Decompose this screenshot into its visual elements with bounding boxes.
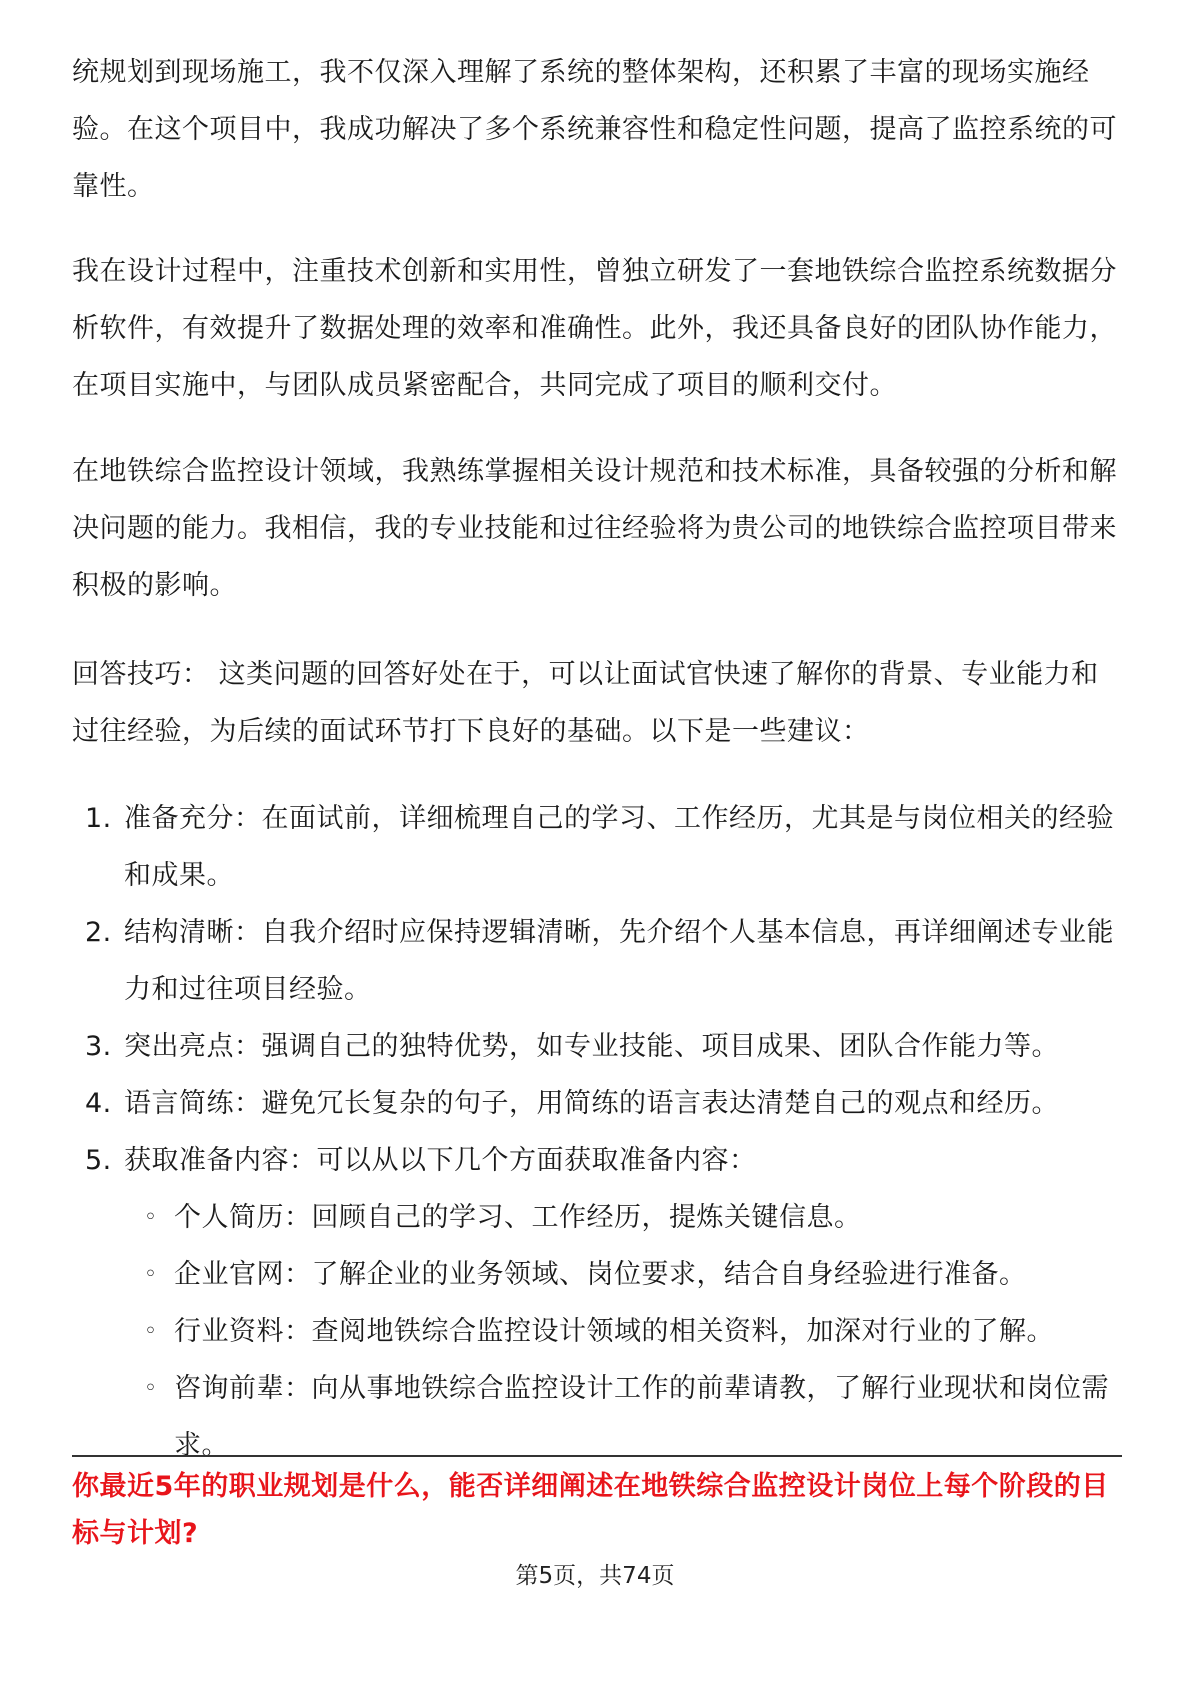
- paragraph-expertise: 在地铁综合监控设计领域，我熟练掌握相关设计规范和技术标准，具备较强的分析和解决问题的能力。我相信，我的专业技能和过往经验将为贵公司的地铁综合监控项目带来积极的影响。: [72, 456, 1117, 601]
- sub-list-item-text: 行业资料：查阅地铁综合监控设计领域的相关资料，加深对行业的了解。: [174, 1316, 1054, 1347]
- list-number: 5.: [85, 1145, 112, 1176]
- list-item-text: 语言简练：避免冗长复杂的句子，用简练的语言表达清楚自己的观点和经历。: [124, 1088, 1059, 1119]
- list-item: [72, 1075, 1122, 1132]
- sub-list-item: [124, 1246, 1122, 1303]
- list-item: [72, 1132, 1122, 1474]
- sub-list: [124, 1189, 1122, 1474]
- sub-list-item-text: 咨询前辈：向从事地铁综合监控设计工作的前辈请教，了解行业现状和岗位需求。: [174, 1373, 1109, 1461]
- list-item-text: 突出亮点：强调自己的独特优势，如专业技能、项目成果、团队合作能力等。: [124, 1031, 1059, 1062]
- hollow-bullet-icon: ◦: [144, 1319, 158, 1344]
- sub-list-item-text: 个人简历：回顾自己的学习、工作经历，提炼关键信息。: [174, 1202, 862, 1233]
- list-item: [72, 790, 1122, 904]
- sub-list-item: [124, 1303, 1122, 1360]
- paragraph-answer-tips: 回答技巧： 这类问题的回答好处在于，可以让面试官快速了解你的背景、专业能力和过往经验，为后续的面试环节打下良好的基础。以下是一些建议：: [72, 659, 1099, 747]
- hollow-bullet-icon: ◦: [144, 1205, 158, 1230]
- list-item: [72, 904, 1122, 1018]
- list-number: 4.: [85, 1088, 112, 1119]
- hollow-bullet-icon: ◦: [144, 1376, 158, 1401]
- list-number: 3.: [85, 1031, 112, 1062]
- paragraph-innovation: 我在设计过程中，注重技术创新和实用性，曾独立研发了一套地铁综合监控系统数据分析软件，有效提升了数据处理的效率和准确性。此外，我还具备良好的团队协作能力，在项目实施中，与团队成员紧密配合，共同完成了项目的顺利交付。: [72, 256, 1117, 401]
- list-item: [72, 1018, 1122, 1075]
- section-divider: [72, 1455, 1122, 1457]
- sub-list-item-text: 企业官网：了解企业的业务领域、岗位要求，结合自身经验进行准备。: [174, 1259, 1027, 1290]
- list-item-text: 获取准备内容：可以从以下几个方面获取准备内容：: [124, 1145, 757, 1176]
- page-number: 第5页，共74页: [515, 1563, 675, 1589]
- list-item-text: 结构清晰：自我介绍时应保持逻辑清晰，先介绍个人基本信息，再详细阐述专业能力和过往项目经验。: [124, 917, 1114, 1005]
- hollow-bullet-icon: ◦: [144, 1262, 158, 1287]
- list-item-text: 准备充分：在面试前，详细梳理自己的学习、工作经历，尤其是与岗位相关的经验和成果。: [124, 803, 1114, 891]
- sub-list-item: [124, 1189, 1122, 1246]
- list-number: 1.: [85, 803, 112, 834]
- list-number: 2.: [85, 917, 112, 948]
- paragraph-experience: 统规划到现场施工，我不仅深入理解了系统的整体架构，还积累了丰富的现场实施经验。在这个项目中，我成功解决了多个系统兼容性和稳定性问题，提高了监控系统的可靠性。: [72, 57, 1117, 202]
- tips-list: [72, 790, 1122, 1474]
- next-question-heading: 你最近5年的职业规划是什么，能否详细阐述在地铁综合监控设计岗位上每个阶段的目标与计划?: [72, 1471, 1109, 1549]
